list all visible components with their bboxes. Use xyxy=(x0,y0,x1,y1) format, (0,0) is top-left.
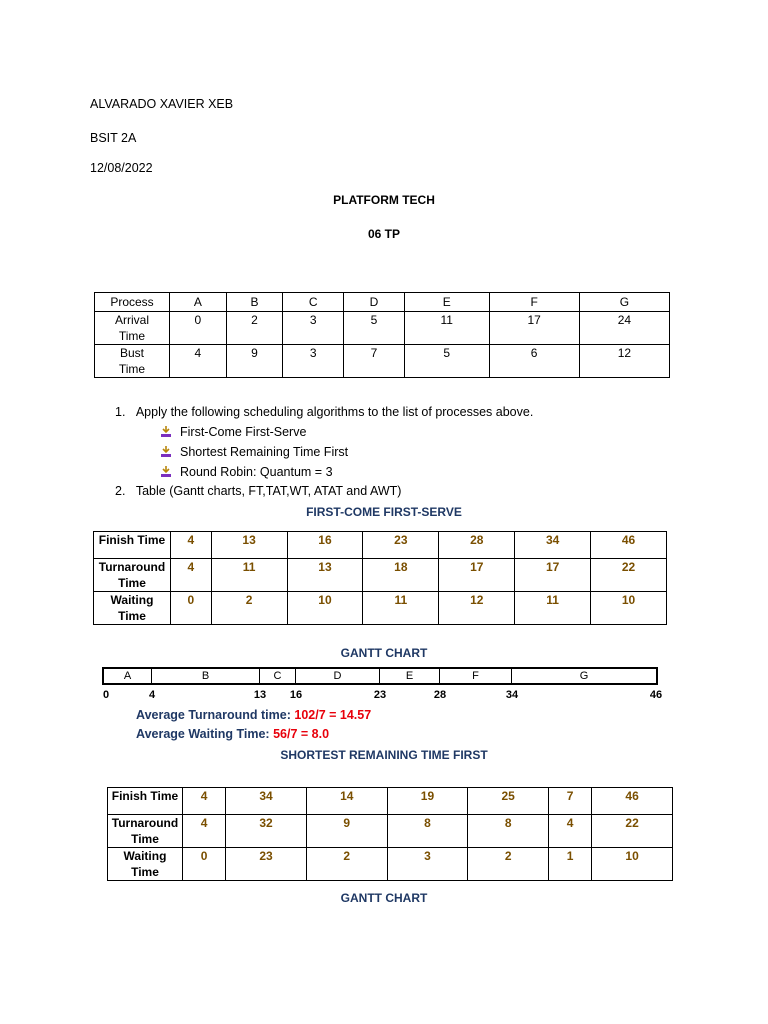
row-label: Waiting Time xyxy=(108,848,183,881)
table-cell: 28 xyxy=(439,532,515,559)
gantt-segment: B xyxy=(152,669,260,683)
table-header: A xyxy=(170,293,227,312)
table-cell: 10 xyxy=(287,592,363,625)
instruction-item-2: 2. Table (Gantt charts, FT,TAT,WT, ATAT and AWT) xyxy=(115,484,402,498)
table-cell: 4 xyxy=(183,815,226,848)
table-cell: 17 xyxy=(489,312,579,345)
gantt-segment: E xyxy=(380,669,440,683)
table-cell: 6 xyxy=(489,345,579,378)
process-table xyxy=(94,292,670,378)
document-date: 12/08/2022 xyxy=(90,161,153,175)
table-cell: 9 xyxy=(226,345,283,378)
table-cell: 2 xyxy=(211,592,287,625)
fcfs-gantt-chart xyxy=(102,667,658,685)
arrow-bullet-icon xyxy=(160,466,172,478)
table-cell: 22 xyxy=(592,815,673,848)
algorithm-fcfs: First-Come First-Serve xyxy=(180,425,307,439)
table-row xyxy=(95,345,670,378)
student-section: BSIT 2A xyxy=(90,131,137,145)
table-cell: 0 xyxy=(171,592,212,625)
gantt-segment: G xyxy=(579,670,589,682)
gantt-tick-label: 16 xyxy=(289,689,303,701)
gantt-segment: D xyxy=(296,669,380,683)
table-cell: 12 xyxy=(579,345,669,378)
table-row xyxy=(94,559,667,592)
gantt-tick-label: 23 xyxy=(373,689,387,701)
table-cell: 23 xyxy=(363,532,439,559)
row-label: Arrival Time xyxy=(95,312,170,345)
gantt-tick-label: 34 xyxy=(505,689,519,701)
row-label: Waiting Time xyxy=(94,592,171,625)
table-cell: 11 xyxy=(363,592,439,625)
table-cell: 13 xyxy=(211,532,287,559)
gantt-segment: A xyxy=(104,669,152,683)
gantt-tick-label: 46 xyxy=(649,689,663,701)
table-cell: 2 xyxy=(306,848,387,881)
row-label: Bust Time xyxy=(95,345,170,378)
gantt-segment: F xyxy=(440,669,512,683)
subject-title: PLATFORM TECH xyxy=(333,193,435,207)
table-header: G xyxy=(579,293,669,312)
table-row xyxy=(94,532,667,559)
table-cell: 34 xyxy=(515,532,591,559)
table-cell: 8 xyxy=(468,815,549,848)
table-row xyxy=(108,788,673,815)
average-turnaround-label: Average Turnaround time: xyxy=(136,708,291,722)
algorithm-srtf: Shortest Remaining Time First xyxy=(180,445,349,459)
fcfs-table xyxy=(93,531,667,625)
table-cell: 0 xyxy=(183,848,226,881)
row-label: Turnaround Time xyxy=(94,559,171,592)
gantt-tick-label: 0 xyxy=(102,689,110,701)
average-waiting-value: 56/7 = 8.0 xyxy=(273,727,330,741)
table-row xyxy=(95,293,670,312)
table-cell: 32 xyxy=(226,815,307,848)
instruction-text: Table (Gantt charts, FT,TAT,WT, ATAT and AWT) xyxy=(135,484,402,498)
srtf-title: SHORTEST REMAINING TIME FIRST xyxy=(280,748,488,762)
table-cell: 24 xyxy=(579,312,669,345)
table-cell: 10 xyxy=(592,848,673,881)
table-cell: 11 xyxy=(211,559,287,592)
table-cell: 3 xyxy=(283,345,344,378)
table-cell: 10 xyxy=(591,592,667,625)
table-cell: 13 xyxy=(287,559,363,592)
table-header: C xyxy=(283,293,344,312)
table-cell: 0 xyxy=(170,312,227,345)
average-waiting xyxy=(136,726,329,742)
table-cell: 14 xyxy=(306,788,387,815)
student-name: ALVARADO XAVIER XEB xyxy=(90,97,234,111)
table-cell: 17 xyxy=(439,559,515,592)
average-waiting-label: Average Waiting Time: xyxy=(136,727,270,741)
table-cell: 1 xyxy=(549,848,592,881)
table-row xyxy=(95,312,670,345)
table-cell: 2 xyxy=(226,312,283,345)
table-row xyxy=(108,815,673,848)
table-cell: 17 xyxy=(515,559,591,592)
table-cell: 7 xyxy=(549,788,592,815)
table-cell: 7 xyxy=(344,345,405,378)
table-header: B xyxy=(226,293,283,312)
arrow-bullet-icon xyxy=(160,426,172,438)
average-turnaround-value: 102/7 = 14.57 xyxy=(294,708,372,722)
table-cell: 3 xyxy=(283,312,344,345)
table-cell: 46 xyxy=(592,788,673,815)
activity-code: 06 TP xyxy=(367,227,400,241)
table-cell: 46 xyxy=(591,532,667,559)
instruction-item-1: 1. Apply the following scheduling algorithms to the list of processes above. xyxy=(115,405,534,419)
gantt-tick-label: 28 xyxy=(433,689,447,701)
fcfs-gantt-title: GANTT CHART xyxy=(340,646,428,660)
table-cell: 4 xyxy=(183,788,226,815)
algorithm-rr: Round Robin: Quantum = 3 xyxy=(180,465,333,479)
arrow-bullet-icon xyxy=(160,446,172,458)
table-header: E xyxy=(404,293,489,312)
table-cell: 4 xyxy=(171,532,212,559)
table-cell: 9 xyxy=(306,815,387,848)
row-label: Finish Time xyxy=(94,532,171,559)
table-cell: 5 xyxy=(404,345,489,378)
table-cell: 5 xyxy=(344,312,405,345)
table-cell: 4 xyxy=(171,559,212,592)
table-cell: 16 xyxy=(287,532,363,559)
table-cell: 18 xyxy=(363,559,439,592)
table-cell: 25 xyxy=(468,788,549,815)
table-cell: 11 xyxy=(404,312,489,345)
table-row xyxy=(108,848,673,881)
srtf-gantt-title: GANTT CHART xyxy=(340,891,428,905)
table-cell: 8 xyxy=(387,815,468,848)
table-cell: 11 xyxy=(515,592,591,625)
table-cell: 4 xyxy=(170,345,227,378)
fcfs-title: FIRST-COME FIRST-SERVE xyxy=(306,505,462,519)
table-cell: 2 xyxy=(468,848,549,881)
table-header: Process xyxy=(95,293,170,312)
table-cell: 12 xyxy=(439,592,515,625)
table-header: D xyxy=(344,293,405,312)
table-cell: 3 xyxy=(387,848,468,881)
gantt-tick-label: 4 xyxy=(148,689,156,701)
table-cell: 19 xyxy=(387,788,468,815)
gantt-tick-label: 13 xyxy=(253,689,267,701)
table-cell: 4 xyxy=(549,815,592,848)
table-header: F xyxy=(489,293,579,312)
srtf-table xyxy=(107,787,673,881)
table-cell: 34 xyxy=(226,788,307,815)
row-label: Finish Time xyxy=(108,788,183,815)
table-cell: 23 xyxy=(226,848,307,881)
row-label: Turnaround Time xyxy=(108,815,183,848)
gantt-segment: C xyxy=(260,669,296,683)
table-cell: 22 xyxy=(591,559,667,592)
instruction-text: Apply the following scheduling algorithms to the list of processes above. xyxy=(135,405,534,419)
table-row xyxy=(94,592,667,625)
average-turnaround xyxy=(136,707,371,723)
